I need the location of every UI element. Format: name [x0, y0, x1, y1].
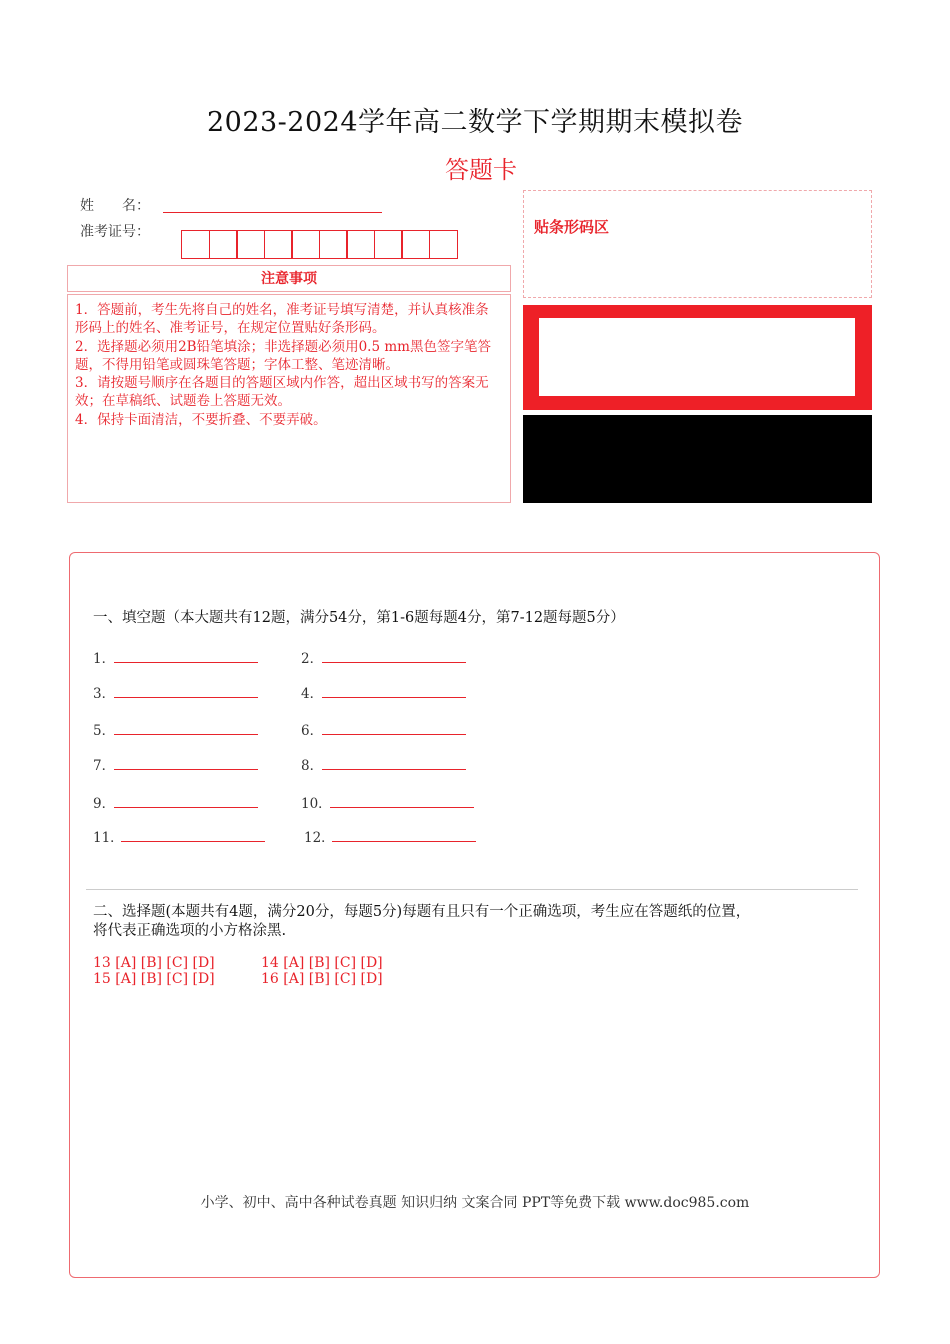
- exam-id-box[interactable]: [346, 230, 375, 259]
- blank-item-12-label: 12．: [304, 830, 335, 846]
- name-label: 姓 名：: [80, 198, 150, 214]
- section-divider: [86, 889, 858, 890]
- notice-heading: 注意事项: [67, 265, 511, 292]
- blank-item-5-label: 5．: [93, 723, 116, 739]
- choice-row-13[interactable]: 13 [A] [B] [C] [D]: [93, 955, 215, 971]
- blank-item-2-field[interactable]: [322, 662, 466, 663]
- blank-item-11-label: 11．: [93, 830, 124, 846]
- blank-item-8-field[interactable]: [322, 769, 466, 770]
- blank-item-11-field[interactable]: [121, 841, 265, 842]
- page-title: 2023-2024学年高二数学下学期期末模拟卷: [206, 107, 744, 138]
- blank-item-3-field[interactable]: [114, 697, 258, 698]
- barcode-area: [523, 190, 872, 298]
- blank-item-12-field[interactable]: [332, 841, 476, 842]
- blank-item-2-label: 2．: [301, 651, 324, 667]
- notice-item-1: 1．答题前，考生先将自己的姓名，准考证号填写清楚，并认真核准条形码上的姓名、准考证号，在规定位置贴好条形码。: [75, 302, 489, 337]
- exam-id-box[interactable]: [181, 230, 210, 259]
- name-field[interactable]: [163, 212, 382, 213]
- choice-row-16[interactable]: 16 [A] [B] [C] [D]: [261, 971, 383, 987]
- exam-id-box[interactable]: [264, 230, 293, 259]
- blank-item-10-field[interactable]: [330, 807, 474, 808]
- notice-item-2: 2．选择题必须用2B铅笔填涂；非选择题必须用0.5 mm黑色签字笔答题，不得用铅笔或圆珠笔答题；字体工整、笔迹清晰。: [75, 338, 491, 373]
- blank-item-6-label: 6．: [301, 723, 324, 739]
- exam-id-box[interactable]: [319, 230, 348, 259]
- exam-id-box[interactable]: [429, 230, 458, 259]
- choice-row-14[interactable]: 14 [A] [B] [C] [D]: [261, 955, 383, 971]
- exam-id-label: 准考证号：: [80, 224, 150, 240]
- blank-item-7-field[interactable]: [114, 769, 258, 770]
- blank-item-1-field[interactable]: [114, 662, 258, 663]
- blank-item-6-field[interactable]: [322, 734, 466, 735]
- answer-card-subtitle: 答题卡: [445, 156, 517, 184]
- section2-title-line2: 将代表正确选项的小方格涂黑.: [93, 923, 287, 939]
- section1-title: 一、填空题（本大题共有12题，满分54分，第1-6题每题4分，第7-12题每题5分）: [93, 610, 625, 626]
- barcode-label: 贴条形码区: [534, 218, 610, 236]
- exam-id-box[interactable]: [374, 230, 403, 259]
- notice-body: [67, 294, 511, 503]
- notice-item-3: 3．请按题号顺序在各题目的答题区域内作答，超出区域书写的答案无效；在草稿纸、试题卷上答题无效。: [75, 375, 489, 410]
- section2-title-line1: 二、选择题(本题共有4题，满分20分，每题5分)每题有且只有一个正确选项，考生应在答题纸的位置，: [93, 904, 751, 920]
- blank-item-4-label: 4．: [301, 686, 324, 702]
- exam-id-boxes[interactable]: [181, 230, 456, 260]
- blank-item-9-label: 9．: [93, 796, 116, 812]
- absent-mark-inner: [539, 318, 855, 396]
- blank-item-10-label: 10．: [301, 796, 332, 812]
- blank-item-5-field[interactable]: [114, 734, 258, 735]
- blank-item-8-label: 8．: [301, 758, 324, 774]
- exam-id-box[interactable]: [209, 230, 238, 259]
- notice-item-4: 4．保持卡面清洁，不要折叠、不要弄破。: [75, 411, 327, 428]
- choice-row-15[interactable]: 15 [A] [B] [C] [D]: [93, 971, 215, 987]
- blank-item-1-label: 1．: [93, 651, 116, 667]
- blank-item-7-label: 7．: [93, 758, 116, 774]
- blank-item-9-field[interactable]: [114, 807, 258, 808]
- footer-text: 小学、初中、高中各种试卷真题 知识归纳 文案合同 PPT等免费下载 www.doc985.com: [200, 1195, 750, 1211]
- exam-id-box[interactable]: [401, 230, 430, 259]
- exam-id-box[interactable]: [236, 230, 265, 259]
- black-marker-block: [523, 415, 872, 503]
- exam-id-box[interactable]: [291, 230, 320, 259]
- blank-item-3-label: 3．: [93, 686, 116, 702]
- blank-item-4-field[interactable]: [322, 697, 466, 698]
